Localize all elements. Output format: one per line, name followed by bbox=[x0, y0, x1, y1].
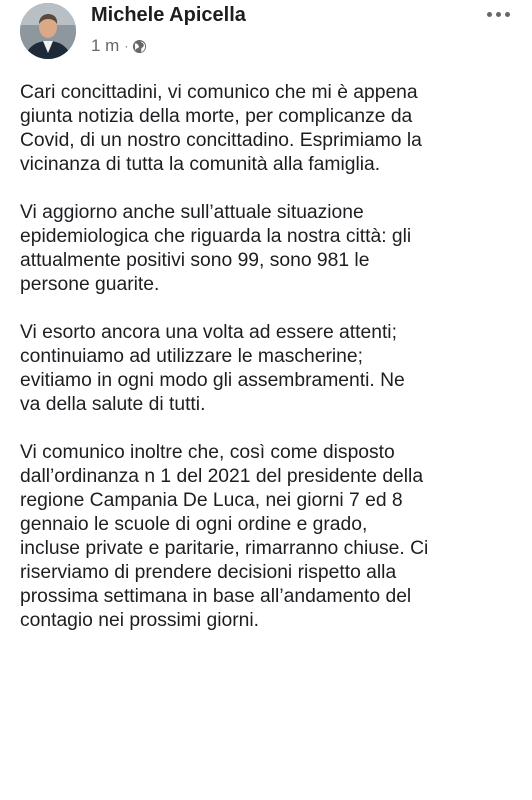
post-paragraph: Cari concittadini, vi comunico che mi è appena giunta notizia della morte, per complicanze da Covid, di un nostro concittadino. Esprimiamo la vicinanza di tutta la comunità alla famiglia. bbox=[20, 82, 422, 175]
author-name[interactable]: Michele Apicella bbox=[91, 4, 246, 26]
more-options-icon bbox=[487, 12, 492, 17]
post-meta bbox=[91, 35, 147, 57]
post-timestamp[interactable]: 1 m bbox=[91, 36, 120, 55]
avatar-photo bbox=[20, 3, 76, 59]
globe-icon[interactable] bbox=[132, 39, 147, 54]
meta-separator: · bbox=[124, 39, 129, 53]
post-header bbox=[0, 0, 532, 70]
post-paragraph: Vi comunico inoltre che, così come disposto dall’ordinanza n 1 del 2021 del presidente della regione Campania De Luca, nei giorni 7 ed 8 gennaio le scuole di ogni ordine e grado, incluse private e paritarie, rimarranno chiuse. Ci riserviamo di prendere decisioni rispetto alla prossima settimana in base all’andamento del contagio nei prossimi giorni. bbox=[20, 442, 429, 631]
post-paragraph: Vi aggiorno anche sull’attuale situazione epidemiologica che riguarda la nostra città: gli attualmente positivi sono 99, sono 981 le persone guarite. bbox=[20, 202, 412, 295]
more-options-button[interactable] bbox=[478, 2, 518, 26]
post-paragraph: Vi esorto ancora una volta ad essere attenti; continuiamo ad utilizzare le mascherine; evitiamo in ogni modo gli assembramenti. Ne va della salute di tutti. bbox=[20, 322, 405, 415]
post-text bbox=[20, 81, 530, 633]
avatar[interactable] bbox=[20, 3, 76, 59]
